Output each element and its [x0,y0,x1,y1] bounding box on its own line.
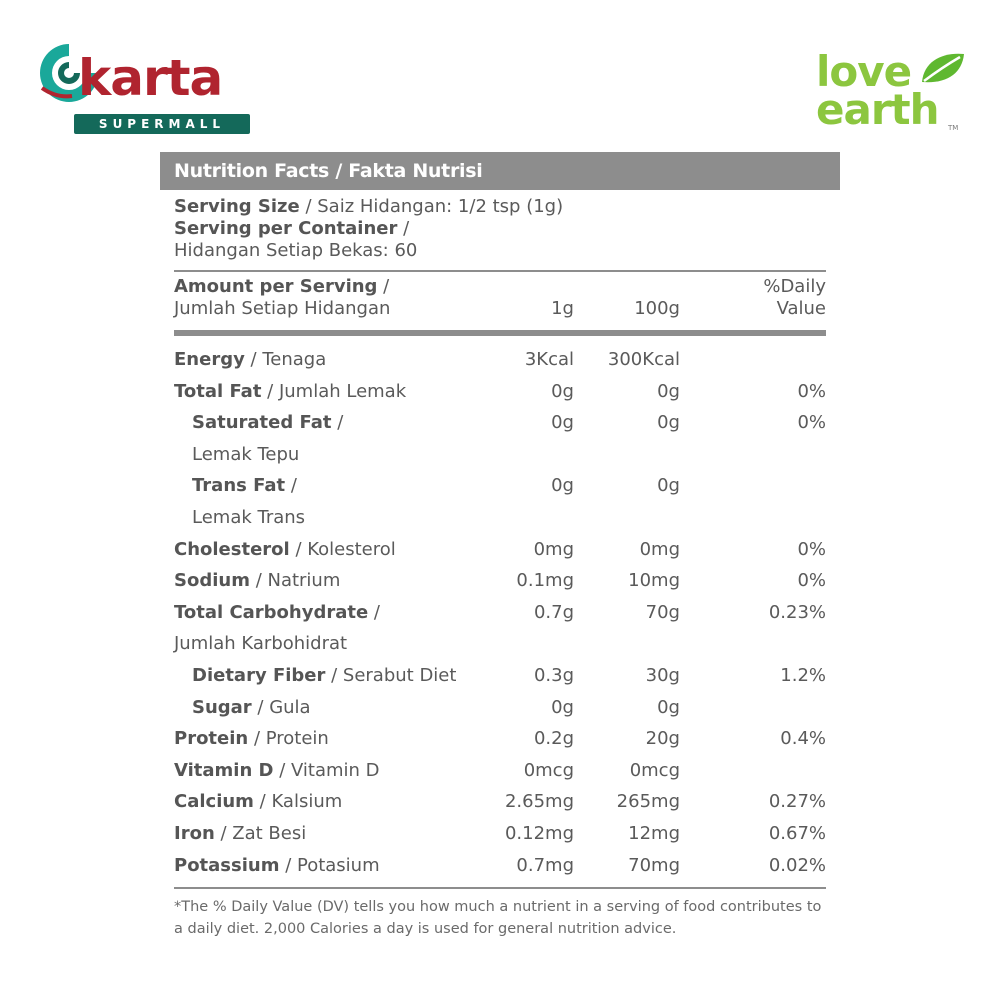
nutrient-name [174,818,306,850]
nutrient-name [174,565,340,597]
nutrient-table [174,336,826,881]
table-row [174,786,826,818]
value-per-100g: 70mg [628,854,680,876]
nutrient-name-malay: Lemak Tepu [192,443,300,465]
value-per-1g: 0g [551,475,574,497]
value-per-100g: 0g [657,475,680,497]
nutrient-name-english: Trans Fat [192,475,286,497]
value-per-100g: 30g [645,664,680,686]
love-earth-logo [816,48,966,138]
nutrient-name-malay: / Gula [251,696,311,718]
daily-value-percent: 0.4% [780,728,826,750]
value-per-1g: 0.2g [533,728,574,750]
nutrient-name-english: Sodium [174,570,250,592]
nutrient-name [192,439,299,471]
serving-info [160,190,840,262]
value-per-100g: 300Kcal [607,349,680,370]
nutrient-name [192,502,305,534]
serving-container-slash: / [397,218,410,239]
nutrient-name-english: Total Carbohydrate [174,601,369,623]
daily-value-percent: 0.02% [768,854,826,876]
daily-value-line1: %Daily [763,276,826,297]
nutrient-name-malay: / [285,475,297,497]
amount-label-slash: / [377,276,390,297]
karta-wordmark: karta [78,49,223,107]
daily-value-footnote: *The % Daily Value (DV) tells you how much a nutrient in a serving of food contributes to a daily diet. 2,000 Calories a day is used for general nutrition advice. [174,899,822,937]
value-per-100g: 0mcg [629,759,680,781]
nutrient-name [192,407,343,439]
nutrient-name-malay: / Potasium [279,854,380,876]
nutrient-name-malay: / [331,412,344,434]
serving-size-value: / Saiz Hidangan: 1/2 tsp (1g) [299,196,564,217]
nutrient-name [174,534,396,566]
serving-container-value: Hidangan Setiap Bekas: 60 [174,240,418,261]
value-per-100g: 0g [657,696,680,718]
value-per-1g: 0mg [533,538,574,560]
nutrient-name [174,723,329,755]
nutrient-name-english: Total Fat [174,380,262,402]
table-row [174,534,826,566]
value-per-100g: 70g [645,601,680,623]
nutrient-name [174,628,347,660]
value-per-1g: 0.7mg [516,854,574,876]
nutrient-name [174,850,380,882]
table-row [174,407,826,439]
table-row [174,723,826,755]
leaf-icon [916,48,968,88]
daily-value-percent: 1.2% [780,664,826,686]
table-row [174,755,826,787]
value-per-1g: 0.1mg [516,570,574,592]
table-row [174,818,826,850]
amount-label [174,276,390,320]
nutrient-name-english: Protein [174,728,249,750]
column-header-1g: 1g [551,298,574,319]
amount-label-bold: Amount per Serving [174,276,378,297]
value-per-1g: 0g [551,696,574,718]
trademark-mark: TM [948,124,959,132]
serving-size-line [174,196,826,218]
nutrient-name [192,470,297,502]
table-row [174,344,826,376]
nutrient-name-malay: / Zat Besi [214,822,307,844]
daily-value-percent: 0.67% [768,822,826,844]
nutrient-name-english: Dietary Fiber [192,664,326,686]
nutrient-name [174,755,380,787]
nutrient-name [192,692,311,724]
nutrient-name-english: Energy [174,349,245,370]
amount-label-malay: Jumlah Setiap Hidangan [174,298,391,319]
table-row [174,692,826,724]
value-per-1g: 0g [551,412,574,434]
nutrient-name-malay: / Kalsium [253,791,343,813]
nutrient-name-english: Sugar [192,696,252,718]
table-row [174,597,826,629]
nutrition-title: Nutrition Facts / Fakta Nutrisi [160,152,840,190]
value-per-1g: 0g [551,380,574,402]
nutrient-name [174,344,326,376]
table-row [174,660,826,692]
nutrient-name-malay: / Protein [248,728,329,750]
nutrient-name-english: Iron [174,822,215,844]
nutrient-name-english: Saturated Fat [192,412,332,434]
value-per-100g: 10mg [628,570,680,592]
value-per-100g: 265mg [616,791,680,813]
nutrient-name [174,786,342,818]
daily-value-percent: 0% [797,380,826,402]
love-earth-word-earth: earth [816,85,939,134]
nutrient-name-english: Vitamin D [174,759,274,781]
daily-value-percent: 0% [797,538,826,560]
table-row [174,850,826,882]
karta-supermall-logo [36,36,226,136]
table-row [174,628,826,660]
nutrient-name-malay: / Kolesterol [289,538,396,560]
karta-subtitle: SUPERMALL [74,114,250,134]
nutrient-name-english: Calcium [174,791,254,813]
nutrient-name-malay: / Vitamin D [273,759,380,781]
daily-value-line2: Value [776,298,826,319]
table-row [174,376,826,408]
daily-value-percent: 0% [797,570,826,592]
serving-size-label: Serving Size [174,196,300,217]
nutrient-name-english: Cholesterol [174,538,290,560]
value-per-100g: 0mg [639,538,680,560]
serving-container-line [174,218,826,240]
column-header-daily-value [763,276,826,320]
value-per-1g: 0.3g [533,664,574,686]
nutrient-name-malay: / Jumlah Lemak [261,380,407,402]
value-per-100g: 0g [657,412,680,434]
nutrient-name-malay: / [368,601,380,623]
value-per-1g: 2.65mg [504,791,574,813]
value-per-1g: 3Kcal [524,349,574,370]
table-row [174,565,826,597]
daily-value-percent: 0% [797,412,826,434]
column-header-100g: 100g [634,298,680,319]
nutrient-name [174,376,406,408]
nutrient-name-malay: / Tenaga [244,349,327,370]
value-per-100g: 20g [645,728,680,750]
nutrient-name [174,597,380,629]
value-per-1g: 0mcg [523,759,574,781]
table-row [174,502,826,534]
value-per-1g: 0.12mg [504,822,574,844]
value-per-100g: 12mg [628,822,680,844]
table-row [174,470,826,502]
nutrition-facts-panel [160,152,840,940]
nutrient-name-malay: / Natrium [249,570,341,592]
nutrient-name-malay: / Serabut Diet [325,664,457,686]
value-per-1g: 0.7g [533,601,574,623]
serving-container-label: Serving per Container [174,218,398,239]
nutrient-name [192,660,456,692]
nutrient-name-english: Potassium [174,854,280,876]
love-earth-word-love: love [816,47,912,96]
daily-value-percent: 0.27% [768,791,826,813]
footer-divider [174,887,826,889]
table-row [174,439,826,471]
nutrient-name-malay: Jumlah Karbohidrat [174,633,348,655]
nutrient-name-malay: Lemak Trans [192,506,306,528]
daily-value-percent: 0.23% [768,601,826,623]
value-per-100g: 0g [657,380,680,402]
amount-header [174,272,826,330]
